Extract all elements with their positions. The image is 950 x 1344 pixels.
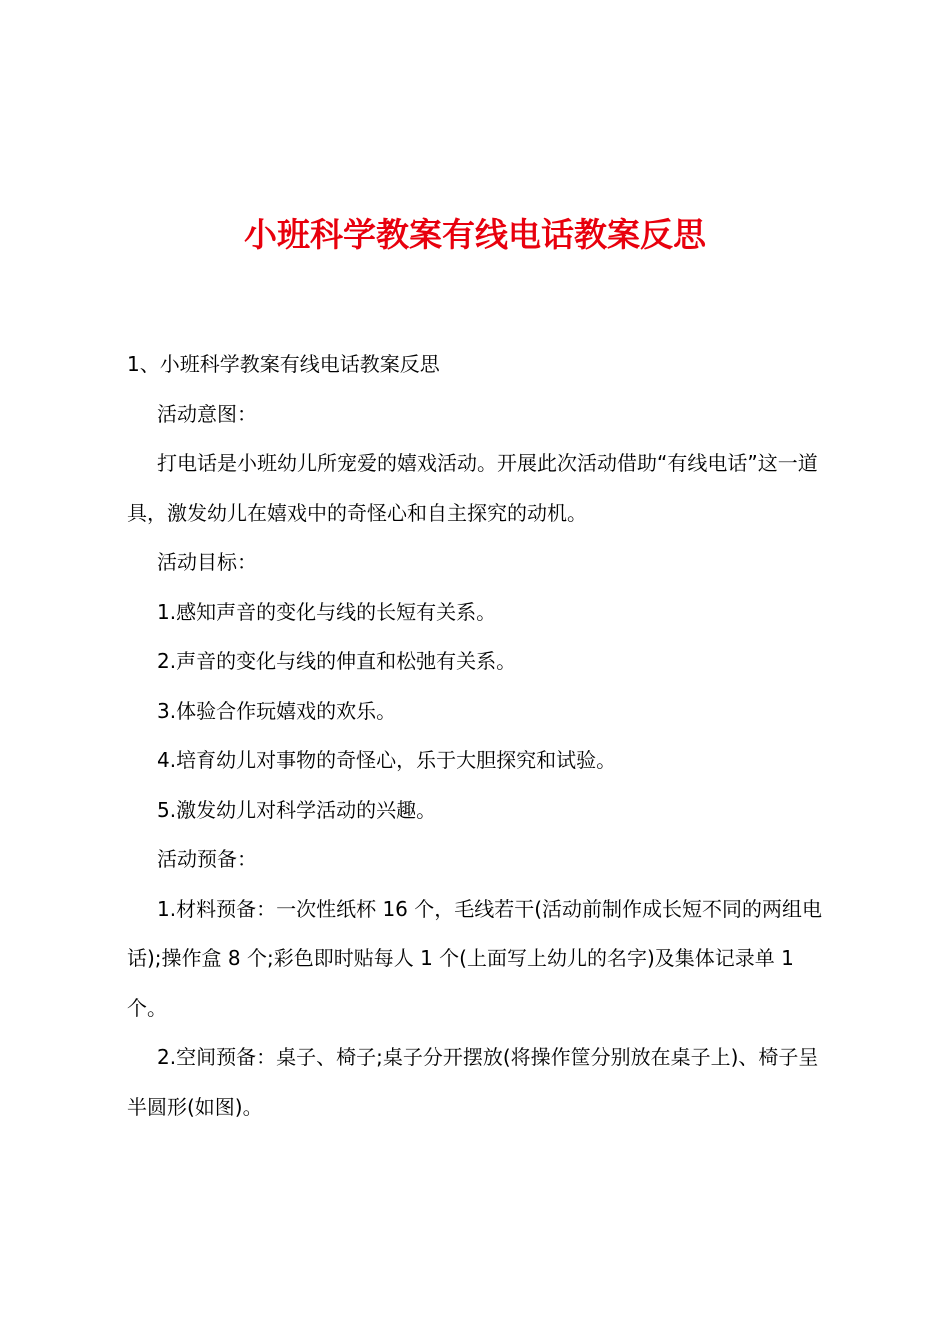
goal-item: 5.激发幼儿对科学活动的兴趣。 xyxy=(157,797,437,822)
goal-item: 4.培育幼儿对事物的奇怪心，乐于大胆探究和试验。 xyxy=(157,748,617,772)
goal-item: 2.声音的变化与线的伸直和松弛有关系。 xyxy=(157,649,517,673)
paragraph-intent: 打电话是小班幼儿所宠爱的嬉戏活动。开展此次活动借助“有线电话”这一道具，激发幼儿在嬉戏中的奇怪心和自主探究的动机。 xyxy=(127,451,818,525)
subheading-intent: 活动意图： xyxy=(157,401,257,426)
preparation-item: 2.空间预备：桌子、椅子;桌子分开摆放(将操作筐分别放在桌子上)、椅子呈半圆形(如图)。 xyxy=(127,1045,819,1119)
document-title: 小班科学教案有线电话教案反思 xyxy=(244,215,706,254)
document-body xyxy=(127,340,837,1132)
goal-item: 1.感知声音的变化与线的长短有关系。 xyxy=(157,599,497,624)
goal-item: 3.体验合作玩嬉戏的欢乐。 xyxy=(157,698,397,723)
subheading-preparation: 活动预备： xyxy=(157,847,257,871)
subheading-goals: 活动目标： xyxy=(157,550,257,574)
preparation-item: 1.材料预备：一次性纸杯 16 个，毛线若干(活动前制作成长短不同的两组电话);操作盒 8 个;彩色即时贴每人 1 个(上面写上幼儿的名字)及集体记录单 1 个。 xyxy=(127,896,823,1020)
section-heading: 1、小班科学教案有线电话教案反思 xyxy=(127,352,440,376)
